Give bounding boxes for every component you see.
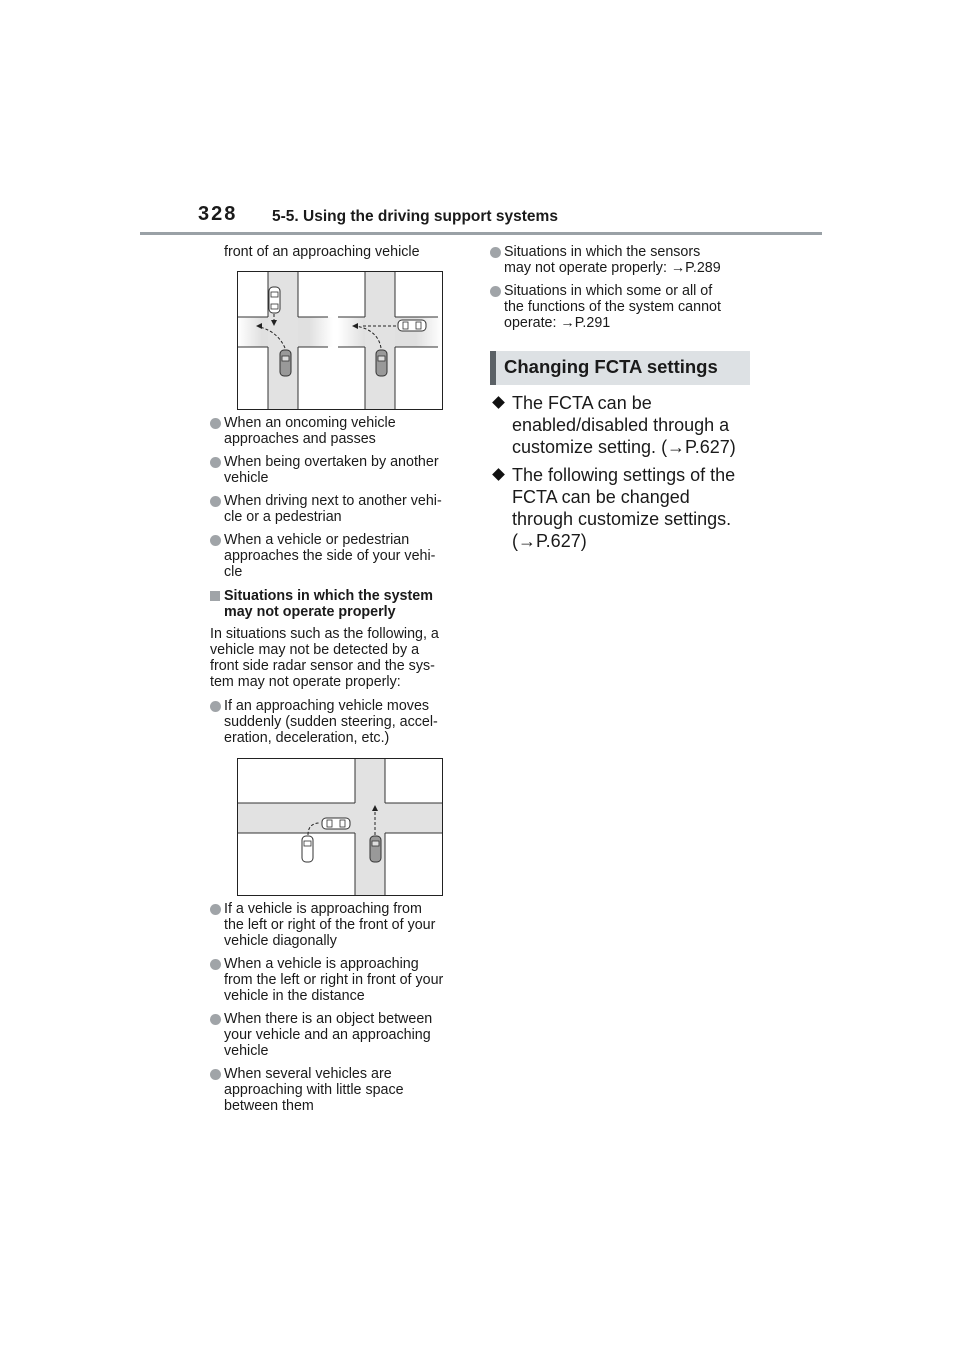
- page-number: 328: [198, 203, 238, 225]
- intersection-diagram-1: [238, 272, 442, 409]
- bullet-dot-icon: [210, 457, 221, 468]
- car-icon: [376, 350, 387, 376]
- bullet-dot-icon: [210, 535, 221, 546]
- bullet-dot-icon: [210, 701, 221, 712]
- bullet-dot-icon: [210, 1069, 221, 1080]
- car-icon: [370, 836, 381, 862]
- settings-section-title: Changing FCTA settings: [490, 351, 750, 385]
- section-title: 5-5. Using the driving support systems: [272, 208, 558, 225]
- bullet-dot-icon: [210, 959, 221, 970]
- car-icon: [322, 818, 350, 829]
- car-icon: [302, 836, 313, 862]
- square-bullet-icon: [210, 591, 220, 601]
- bullet-dot-icon: [210, 904, 221, 915]
- bullet-dot-icon: [210, 496, 221, 507]
- intersection-diagram-2: [238, 759, 442, 895]
- road-vertical-right: [365, 272, 395, 409]
- bullet-dot-icon: [210, 1014, 221, 1025]
- header-rule: [140, 232, 822, 235]
- car-icon: [280, 350, 291, 376]
- figure-intersections-1: [237, 271, 443, 410]
- diamond-bullet-icon: [492, 468, 505, 481]
- figure-intersections-2: [237, 758, 443, 896]
- bullet-dot-icon: [490, 247, 501, 258]
- diamond-bullet-icon: [492, 396, 505, 409]
- bullet-dot-icon: [210, 418, 221, 429]
- road-vertical: [355, 759, 385, 895]
- car-icon: [398, 320, 426, 331]
- car-icon: [269, 287, 280, 313]
- bullet-dot-icon: [490, 286, 501, 297]
- intro-text: front of an approaching vehicle: [224, 244, 420, 260]
- body-paragraph: In situations such as the following, a vehicle may not be detected by a front side radar sensor and the sys- tem may not operate properly:: [210, 626, 439, 690]
